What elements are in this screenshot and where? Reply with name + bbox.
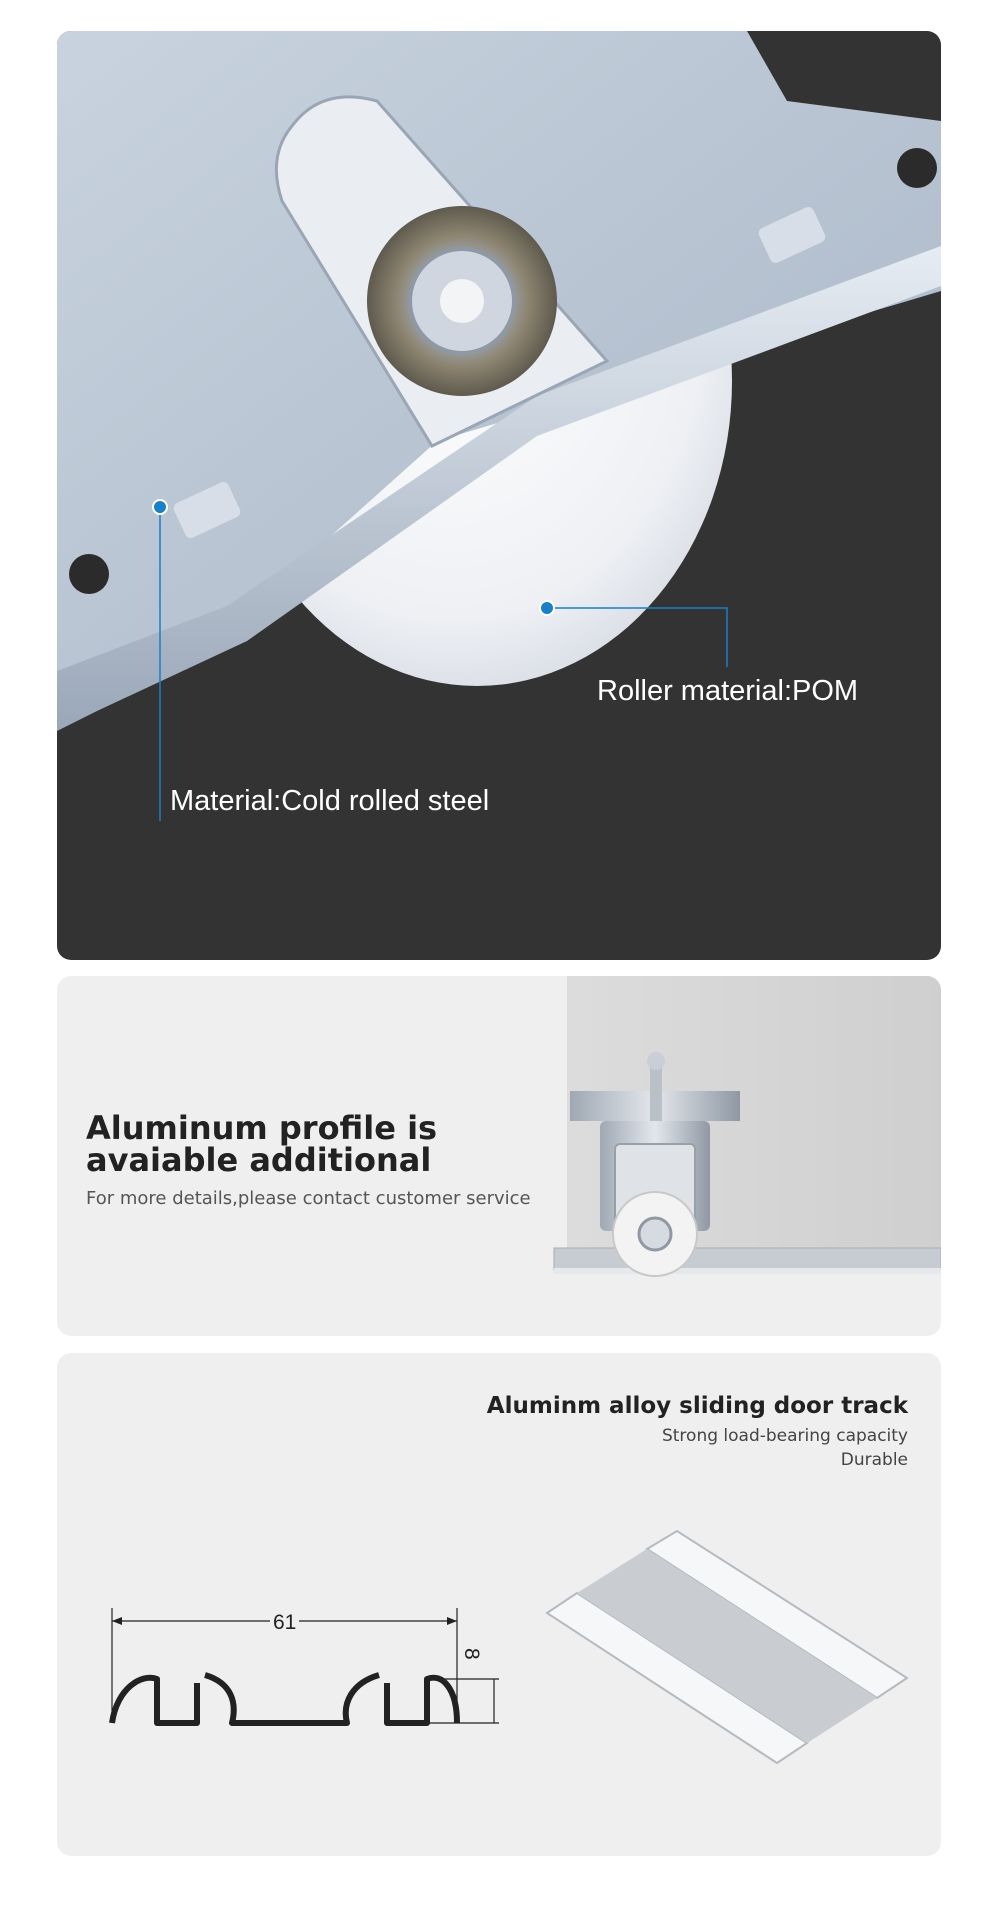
dimension-height-label: 8 <box>460 1648 483 1660</box>
hanger-threaded-rod <box>650 1061 662 1131</box>
profile-subtitle: For more details,please contact customer service <box>86 1188 531 1209</box>
track-title: Aluminm alloy sliding door track <box>486 1393 908 1419</box>
track-panel <box>57 1353 941 1856</box>
dimension-width-label: 61 <box>270 1611 299 1635</box>
aluminum-track-render <box>547 1531 907 1763</box>
track-feature-durable: Durable <box>840 1450 908 1470</box>
roller-material-label: Roller material:POM <box>597 675 859 707</box>
material-callout-dot <box>153 500 167 514</box>
mount-hole <box>897 148 937 188</box>
aluminum-profile-rail <box>554 1248 941 1270</box>
plate-material-label: Material:Cold rolled steel <box>170 785 490 817</box>
profile-title: Aluminum profile is avaiable additional <box>86 1109 438 1179</box>
track-cross-section-drawing <box>112 1608 499 1723</box>
hardware-closeup-panel <box>57 31 941 960</box>
aluminum-profile-panel <box>57 976 941 1336</box>
roller-hardware-illustration <box>57 31 941 960</box>
track-feature-load: Strong load-bearing capacity <box>661 1426 908 1446</box>
roller-callout-dot <box>540 601 554 615</box>
mount-hole <box>69 554 109 594</box>
